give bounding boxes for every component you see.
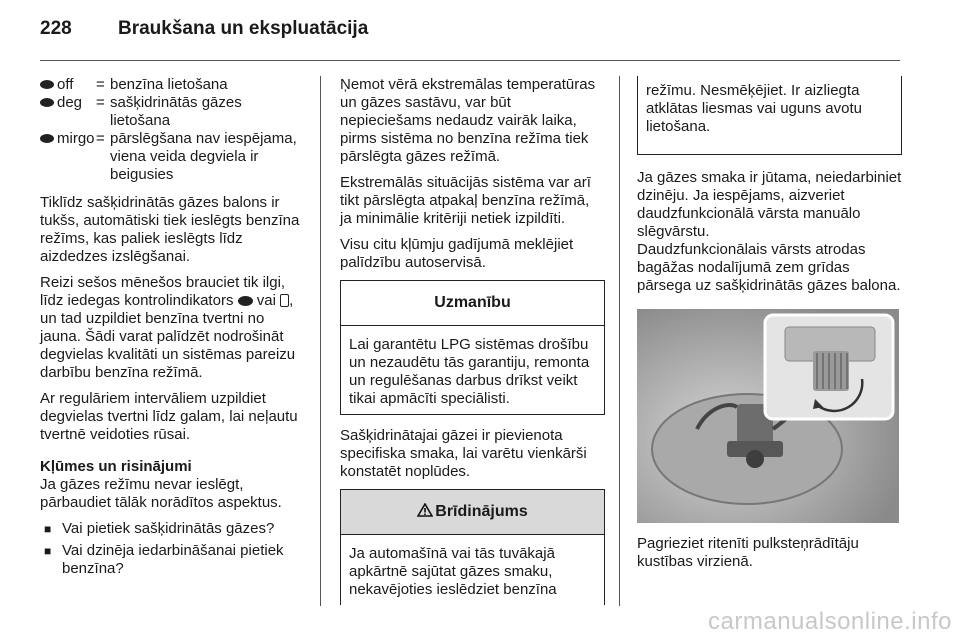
paragraph: Ar regulāriem intervāliem uzpildiet degvielas tvertni līdz galam, lai neļautu tvertnē veidoties rūsai. xyxy=(40,390,298,443)
warning-title: Brīdinājums xyxy=(435,503,528,520)
notice-box xyxy=(340,280,605,415)
page-header xyxy=(40,18,900,62)
indicator-icon xyxy=(40,98,54,107)
warning-text: Ja automašīnā vai tās tuvākajā apkārtnē sajūtat gāzes smaku, nekavējoties ieslēdziet benzīna xyxy=(349,545,557,598)
paragraph: Daudzfunkcionālais vārsts atrodas bagāžas nodalījumā zem grīdas pārsega uz sašķidrinātās gāzes balona. xyxy=(637,241,901,294)
indicator-icon xyxy=(40,134,54,143)
column-2 xyxy=(340,76,605,605)
warning-box xyxy=(340,489,605,605)
list-item: ■ Vai dzinēja iedarbināšanai pietiek benzīna? xyxy=(40,542,305,578)
section-heading: Kļūmes un risinājumi xyxy=(40,458,192,475)
watermark: carmanualsonline.info xyxy=(708,608,952,635)
definition-mirgo: mirgo = pārslēgšana nav iespējama, viena veida degviela ir beigusies xyxy=(40,130,305,184)
indicator-icon xyxy=(40,80,54,89)
paragraph: Sašķidrinātajai gāzei ir pievienota specifiska smaka, lai varētu vienkārši konstatēt noplūdes. xyxy=(340,427,587,480)
definition-off: off = benzīna lietošana xyxy=(40,76,305,94)
notice-text: Lai garantētu LPG sistēmas drošību un nezaudētu tās garantiju, remonta un regulēšanas darbus drīkst veikt tikai apmācīti speciālisti. xyxy=(349,336,590,407)
paragraph: Ja gāzes režīmu nevar ieslēgt, pārbaudiet tālāk norādītos aspektus. xyxy=(40,476,282,511)
page-title: Braukšana un ekspluatācija xyxy=(118,18,369,39)
paragraph: Ja gāzes smaka ir jūtama, neiedarbiniet dzinēju. Ja iespējams, aizveriet daudzfunkcionālā vārsta manuālo slēgvārstu. xyxy=(637,169,902,240)
paragraph: Reizi sešos mēnešos brauciet tik ilgi, līdz iedegas kontrolindikators vai , un tad uzpildiet benzīna tvertni no jauna. Šādi varat palīdzēt nodrošināt degvielas kvalitāti un sistēmas pareizu darbību benzīna režīmā. xyxy=(40,274,296,381)
column-divider-2 xyxy=(619,76,620,606)
column-3 xyxy=(637,76,902,579)
bullet-icon: ■ xyxy=(44,522,52,536)
valve-photo xyxy=(637,309,899,523)
column-1 xyxy=(40,76,305,582)
header-rule xyxy=(40,60,900,61)
definition-deg: deg = sašķidrinātās gāzes lietošana xyxy=(40,94,305,130)
list-item: ■ Vai pietiek sašķidrinātās gāzes? xyxy=(40,520,305,538)
warning-triangle-icon xyxy=(417,490,433,534)
page-number: 228 xyxy=(40,18,72,39)
notice-title: Uzmanību xyxy=(341,281,604,326)
paragraph: Visu citu kļūmju gadījumā meklējiet palīdzību autoservisā. xyxy=(340,236,574,271)
paragraph: Tiklīdz sašķidrinātās gāzes balons ir tukšs, automātiski tiek ieslēgts benzīna režīms, kas paliek ieslēgts līdz aizdedzes izslēgšanai. xyxy=(40,194,300,265)
paragraph: Pagrieziet ritenīti pulksteņrādītāju kustības virzienā. xyxy=(637,535,859,570)
column-divider-1 xyxy=(320,76,321,606)
warning-header xyxy=(341,490,604,535)
warning-box-continued xyxy=(637,76,902,155)
indicator-lamp-icon xyxy=(238,296,253,306)
paragraph: Ņemot vērā ekstremālas temperatūras un gāzes sastāvu, var būt nepieciešams nedaudz vairāk laika, pirms sistēma no benzīna režīma tiek pārslēgta gāzes režīmā. xyxy=(340,76,596,165)
paragraph: Ekstremālās situācijās sistēma var arī tikt pārslēgta atpakaļ benzīna režīmā, ja minimālie kritēriji netiek izpildīti. xyxy=(340,174,591,227)
fuel-pump-icon xyxy=(280,294,289,307)
warning-text-continued: režīmu. Nesmēķējiet. Ir aizliegta atklātas liesmas vai uguns avotu lietošana. xyxy=(646,82,862,135)
bullet-icon: ■ xyxy=(44,544,52,558)
